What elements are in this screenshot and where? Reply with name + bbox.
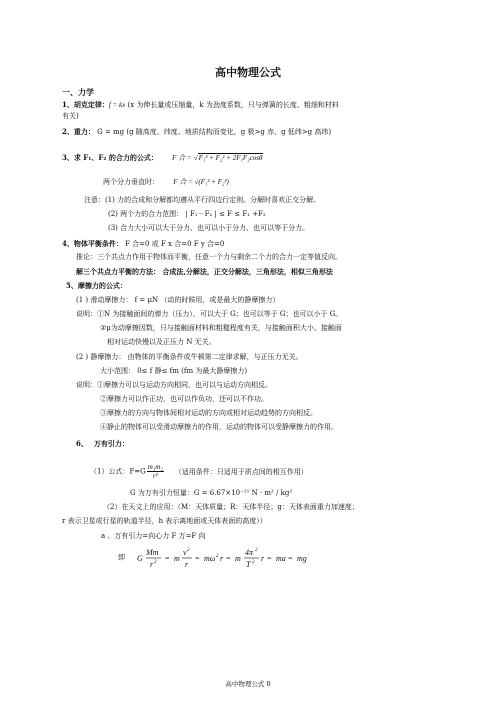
item-heading: 物体平衡条件： <box>73 239 123 248</box>
svg-text:m: m <box>235 554 242 563</box>
note-label: 注意： <box>84 196 105 204</box>
item-gravity <box>62 127 331 137</box>
static-note-2: ②摩擦力可以作正功，也可以作负功，还可以不作功。 <box>100 395 268 403</box>
kinetic-note-1: 说明：①N 为接触面间的弹力（压力），可以大于 G；也可以等于 G；也可以小于 G。 <box>76 310 343 318</box>
astronomy-application-continued: r 表示卫星或行星的轨道半径，h 表示离地面或天体表面的高度）） <box>62 517 267 525</box>
item-number: 2、 <box>62 127 74 136</box>
equilibrium-methods: 解三个共点力平衡的方法： 合成法,分解法，正交分解法，三角形法，相似三角形法 <box>76 267 333 276</box>
svg-text:G: G <box>137 554 144 563</box>
item-friction <box>66 281 127 290</box>
static-friction: (2 ) 静摩擦力： 由物体的平衡条件或牛顿第二定律求解，与正压力无关。 <box>76 353 303 361</box>
svg-text:′: ′ <box>308 554 310 559</box>
svg-text:v: v <box>183 548 187 557</box>
item-number: 3、 <box>62 153 74 162</box>
centripetal-equation-math <box>137 546 337 570</box>
note-1-text: (1) 力的合成和分解都均遵从平行四边行定则。分解时喜欢正交分解。 <box>105 196 321 204</box>
svg-text:ma: ma <box>276 554 287 563</box>
fraction-denominator: r² <box>152 472 158 480</box>
svg-text:Mm: Mm <box>146 548 159 557</box>
svg-text:2: 2 <box>255 548 258 553</box>
hooke-formula: f = kx <box>108 101 126 109</box>
page-footer: 高中物理公式 0 <box>225 680 271 688</box>
gravitation-fraction <box>147 463 164 480</box>
svg-text:T: T <box>246 560 251 569</box>
svg-text:4π: 4π <box>245 548 254 557</box>
note-1 <box>84 196 320 205</box>
svg-text:=: = <box>226 554 231 563</box>
gravity-formula: G = mg <box>94 128 127 136</box>
gravitational-constant: G 为万有引力恒量：G = 6.67×10⁻¹¹ N · m² / kg² <box>130 489 293 497</box>
hooke-description: (x 为伸长量或压缩量，k 为劲度系数，只与弹簧的长度、粗细和材料 <box>125 101 339 109</box>
item-resultant-force <box>62 153 263 163</box>
svg-text:r: r <box>220 554 224 563</box>
static-range: 大小范围： 0≤ f 静≤ fm (fm 为最大静摩擦力) <box>100 367 248 375</box>
item-hooke <box>62 100 339 110</box>
item-equilibrium <box>62 239 224 249</box>
section-heading-mechanics: 一、力学 <box>62 87 94 97</box>
gravitation-applicability: （适用条件：只适用于质点间的相互作用） <box>174 467 308 476</box>
item-heading: 重力： <box>73 127 95 136</box>
astronomy-application: （2）在天文上的应用：（M：天体质量；R：天体半径；g：天体表面重力加速度； <box>103 503 359 511</box>
page-title: 高中物理公式 <box>215 66 281 79</box>
kinetic-note-2: ②μ为动摩擦因数，只与接触面材料和粗糙程度有关，与接触面积大小、接触面 <box>100 324 342 332</box>
centripetal-equation <box>118 546 337 570</box>
svg-text:2: 2 <box>216 554 219 559</box>
item-heading: 求 F₁、F₂ 的合力的公式： <box>73 153 158 162</box>
item-heading: 万有引力： <box>93 439 129 448</box>
item-number: 1、 <box>62 100 74 109</box>
static-note-1: 说明：①摩擦力可以与运动方向相同，也可以与运动方向相反。 <box>76 381 272 389</box>
svg-text:=: = <box>288 554 293 563</box>
svg-text:r: r <box>261 554 265 563</box>
kinetic-note-3: 相对运动快慢以及正压力 N 无关。 <box>107 338 216 346</box>
gravitation-formula-lead: （1）公式：F=G <box>90 467 146 476</box>
item-gravitation <box>76 439 129 448</box>
gravitation-formula <box>90 463 308 480</box>
item-number: 6、 <box>76 439 88 448</box>
item-heading: 摩擦力的公式： <box>77 281 127 290</box>
svg-text:2: 2 <box>252 560 255 565</box>
hooke-description-continued: 有关) <box>62 112 79 120</box>
gravity-description: (g 随高度、纬度、地质结构而变化，g 极>g 赤，g 低纬>g 高纬) <box>126 128 332 136</box>
perpendicular-case <box>103 178 229 187</box>
svg-text:2: 2 <box>154 560 157 565</box>
perpendicular-label: 两个分力垂直时： <box>103 178 159 186</box>
svg-text:=: = <box>165 554 170 563</box>
resultant-lhs: F 合 = <box>172 154 192 162</box>
note-3: (3) 合力大小可以大于分力、也可以小于分力、也可以等于分力。 <box>108 224 310 232</box>
svg-text:r: r <box>150 560 154 569</box>
svg-text:mg: mg <box>297 554 308 563</box>
svg-text:=: = <box>267 554 272 563</box>
svg-text:mω: mω <box>204 554 216 563</box>
equilibrium-corollary: 推论：三个共点力作用于物体而平衡，任意一个力与剩余二个力的合力一定等值反向。 <box>76 253 342 261</box>
perpendicular-formula: F 合 = √(F₁² + F₂²) <box>173 178 229 186</box>
static-note-3: ③摩擦力的方向与物体间相对运动的方向或相对运动趋势的方向相反。 <box>100 409 317 417</box>
note-2: (2) 两个力的合力范围： | F₁－F₂ | ≤ F ≤ F₁ +F₂ <box>108 210 266 218</box>
svg-text:r: r <box>185 560 189 569</box>
kinetic-friction: (1 ) 滑动摩擦力： f = μN （动的时候用，或是最大的静摩擦力） <box>76 296 280 304</box>
resultant-rhs: F₁² + F₂² + 2F₁F₂cosθ <box>198 154 263 162</box>
static-note-4: ④静止的物体可以受滑动摩擦力的作用，运动的物体可以受静摩擦力的作用。 <box>100 423 338 431</box>
resultant-root-sign: √ <box>193 154 198 162</box>
gravitation-equals-centripetal: a 、万有引力=向心力 F 万=F 向 <box>101 532 206 540</box>
item-heading: 胡克定律： <box>73 100 109 109</box>
equation-lead: 即 <box>118 553 125 562</box>
item-number: 5、 <box>66 281 78 290</box>
svg-text:2: 2 <box>187 548 190 553</box>
item-number: 4、 <box>62 239 74 248</box>
svg-text:=: = <box>195 554 200 563</box>
equilibrium-formula: F 合=0 或 F x 合=0 F y 合=0 <box>122 240 225 248</box>
svg-text:m: m <box>174 554 181 563</box>
fraction-numerator: m₁m₂ <box>147 463 163 471</box>
